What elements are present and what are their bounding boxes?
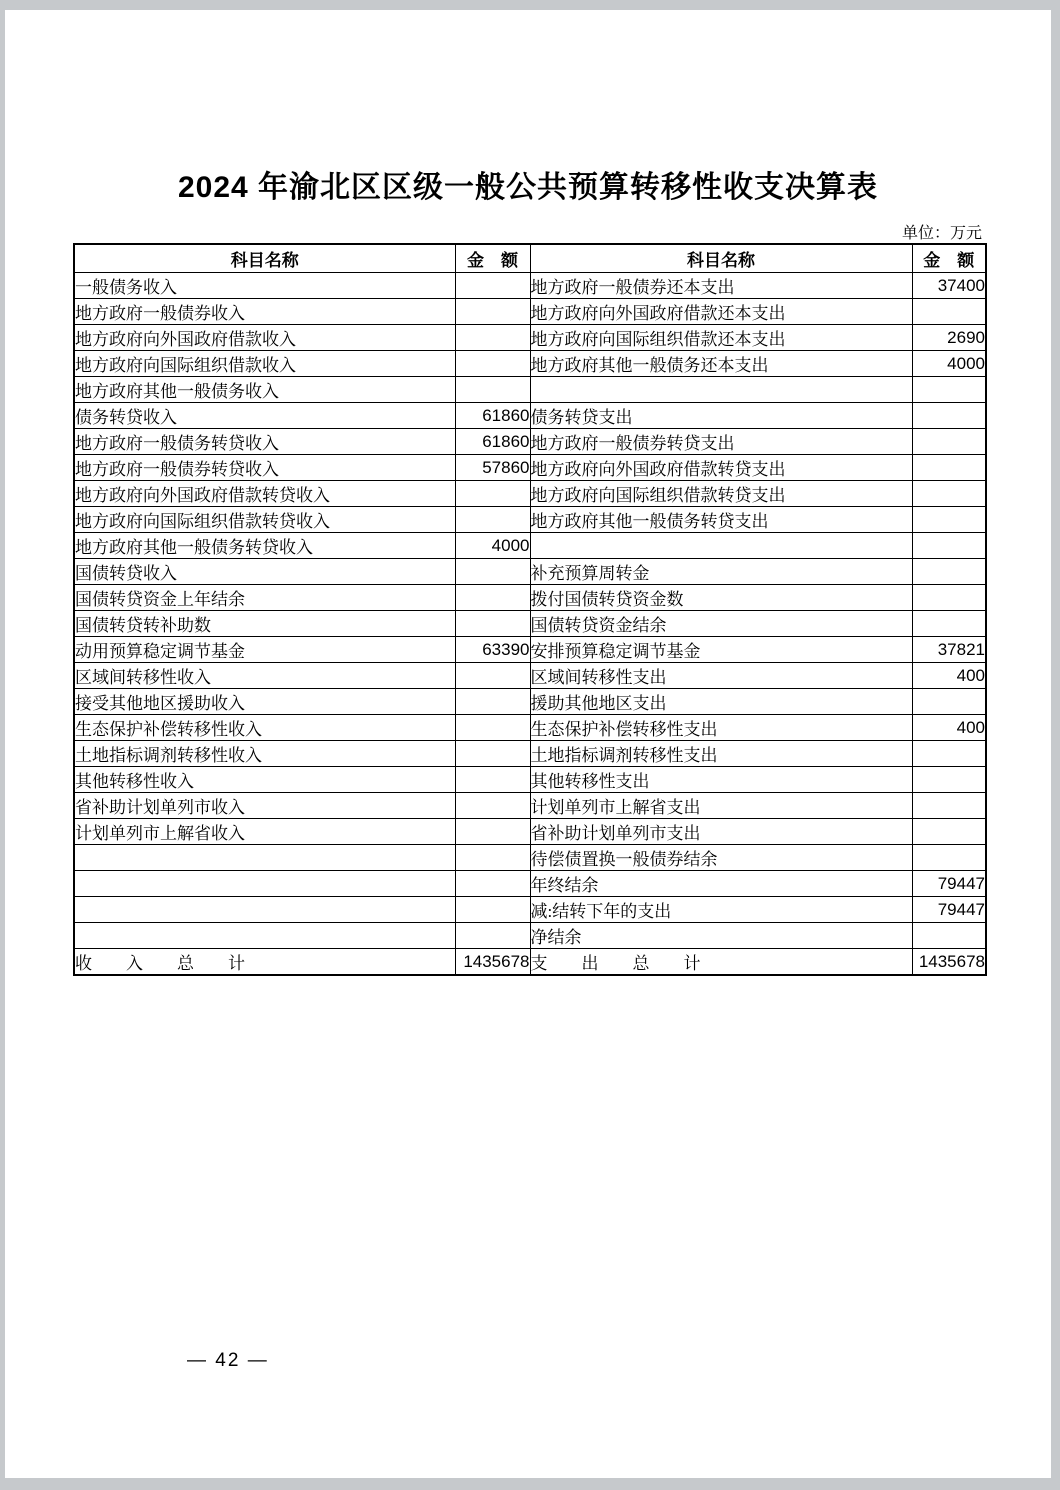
- table-row: [74, 481, 986, 507]
- amount-cell-income: [455, 897, 530, 923]
- table-row: [74, 871, 986, 897]
- subject-cell-income: 地方政府一般债券转贷收入: [74, 455, 455, 481]
- amount-cell-income: [455, 273, 530, 299]
- table-row: [74, 741, 986, 767]
- table-row: [74, 429, 986, 455]
- subject-cell-expense: 地方政府其他一般债务还本支出: [530, 351, 912, 377]
- table-row: [74, 793, 986, 819]
- subject-cell-expense: 净结余: [530, 923, 912, 949]
- amount-cell-expense: [912, 533, 986, 559]
- table-row: [74, 585, 986, 611]
- amount-cell-expense: [912, 585, 986, 611]
- table-row: [74, 637, 986, 663]
- table-row: [74, 767, 986, 793]
- table-row: [74, 923, 986, 949]
- subject-cell-income: 计划单列市上解省收入: [74, 819, 455, 845]
- amount-cell-income: [455, 351, 530, 377]
- amount-cell-income: [455, 871, 530, 897]
- subject-cell-expense: 其他转移性支出: [530, 767, 912, 793]
- subject-cell-income: 收 入 总 计: [74, 949, 455, 976]
- subject-cell-income: [74, 871, 455, 897]
- subject-cell-expense: 生态保护补偿转移性支出: [530, 715, 912, 741]
- amount-cell-income: [455, 611, 530, 637]
- subject-cell-income: 其他转移性收入: [74, 767, 455, 793]
- subject-cell-expense: 地方政府一般债券转贷支出: [530, 429, 912, 455]
- table-row: [74, 351, 986, 377]
- amount-cell-income: 61860: [455, 429, 530, 455]
- subject-cell-expense: 省补助计划单列市支出: [530, 819, 912, 845]
- subject-cell-income: 动用预算稳定调节基金: [74, 637, 455, 663]
- subject-cell-expense: [530, 377, 912, 403]
- subject-cell-income: 国债转贷收入: [74, 559, 455, 585]
- column-header-amount-income: 金 额: [455, 244, 530, 273]
- amount-cell-income: [455, 663, 530, 689]
- amount-cell-expense: 4000: [912, 351, 986, 377]
- subject-cell-expense: 地方政府其他一般债务转贷支出: [530, 507, 912, 533]
- subject-cell-expense: 拨付国债转贷资金数: [530, 585, 912, 611]
- amount-cell-expense: [912, 403, 986, 429]
- subject-cell-expense: 计划单列市上解省支出: [530, 793, 912, 819]
- subject-cell-expense: [530, 533, 912, 559]
- header-row: [74, 244, 986, 273]
- table-row: [74, 611, 986, 637]
- amount-cell-expense: 400: [912, 715, 986, 741]
- subject-cell-expense: 地方政府向国际组织借款还本支出: [530, 325, 912, 351]
- subject-cell-expense: 地方政府向外国政府借款转贷支出: [530, 455, 912, 481]
- amount-cell-income: [455, 845, 530, 871]
- table-row: [74, 689, 986, 715]
- subject-cell-expense: 土地指标调剂转移性支出: [530, 741, 912, 767]
- table-row: [74, 507, 986, 533]
- subject-cell-income: 生态保护补偿转移性收入: [74, 715, 455, 741]
- table-row: [74, 533, 986, 559]
- amount-cell-income: [455, 767, 530, 793]
- table-row: [74, 273, 986, 299]
- subject-cell-expense: 减:结转下年的支出: [530, 897, 912, 923]
- amount-cell-income: [455, 923, 530, 949]
- subject-cell-income: 债务转贷收入: [74, 403, 455, 429]
- subject-cell-income: 省补助计划单列市收入: [74, 793, 455, 819]
- amount-cell-income: [455, 585, 530, 611]
- subject-cell-expense: 援助其他地区支出: [530, 689, 912, 715]
- amount-cell-expense: [912, 923, 986, 949]
- subject-cell-income: 一般债务收入: [74, 273, 455, 299]
- amount-cell-income: 61860: [455, 403, 530, 429]
- amount-cell-expense: [912, 481, 986, 507]
- amount-cell-expense: [912, 819, 986, 845]
- subject-cell-expense: 支 出 总 计: [530, 949, 912, 976]
- amount-cell-income: [455, 793, 530, 819]
- table-row: [74, 663, 986, 689]
- budget-table: [73, 243, 987, 976]
- subject-cell-expense: 安排预算稳定调节基金: [530, 637, 912, 663]
- table-row: [74, 299, 986, 325]
- subject-cell-income: 地方政府一般债务转贷收入: [74, 429, 455, 455]
- subject-cell-income: 区域间转移性收入: [74, 663, 455, 689]
- column-header-subject-expense: 科目名称: [530, 244, 912, 273]
- amount-cell-income: [455, 715, 530, 741]
- subject-cell-expense: 国债转贷资金结余: [530, 611, 912, 637]
- subject-cell-income: [74, 897, 455, 923]
- unit-label: 单位：万元: [901, 225, 982, 242]
- table-row: [74, 949, 986, 976]
- subject-cell-income: 地方政府其他一般债务转贷收入: [74, 533, 455, 559]
- amount-cell-expense: [912, 507, 986, 533]
- amount-cell-expense: [912, 559, 986, 585]
- amount-cell-expense: 1435678: [912, 949, 986, 976]
- subject-cell-income: [74, 923, 455, 949]
- subject-cell-expense: 地方政府一般债券还本支出: [530, 273, 912, 299]
- amount-cell-expense: 79447: [912, 897, 986, 923]
- subject-cell-expense: 债务转贷支出: [530, 403, 912, 429]
- amount-cell-income: [455, 559, 530, 585]
- table-row: [74, 819, 986, 845]
- amount-cell-income: [455, 689, 530, 715]
- amount-cell-expense: [912, 377, 986, 403]
- amount-cell-expense: [912, 767, 986, 793]
- subject-cell-income: [74, 845, 455, 871]
- amount-cell-expense: 37400: [912, 273, 986, 299]
- amount-cell-expense: [912, 793, 986, 819]
- amount-cell-income: [455, 819, 530, 845]
- amount-cell-income: [455, 481, 530, 507]
- amount-cell-expense: [912, 741, 986, 767]
- subject-cell-income: 接受其他地区援助收入: [74, 689, 455, 715]
- subject-cell-income: 地方政府向国际组织借款转贷收入: [74, 507, 455, 533]
- table-body: [74, 273, 986, 976]
- column-header-amount-expense: 金 额: [912, 244, 986, 273]
- amount-cell-expense: [912, 429, 986, 455]
- amount-cell-income: [455, 325, 530, 351]
- subject-cell-income: 土地指标调剂转移性收入: [74, 741, 455, 767]
- amount-cell-income: 63390: [455, 637, 530, 663]
- subject-cell-income: 地方政府向外国政府借款转贷收入: [74, 481, 455, 507]
- table-row: [74, 325, 986, 351]
- subject-cell-expense: 补充预算周转金: [530, 559, 912, 585]
- table-row: [74, 715, 986, 741]
- subject-cell-expense: 年终结余: [530, 871, 912, 897]
- subject-cell-income: 国债转贷资金上年结余: [74, 585, 455, 611]
- amount-cell-income: 1435678: [455, 949, 530, 976]
- table-row: [74, 897, 986, 923]
- amount-cell-expense: [912, 611, 986, 637]
- amount-cell-income: 57860: [455, 455, 530, 481]
- amount-cell-income: [455, 741, 530, 767]
- page-number: — 42 —: [187, 1350, 269, 1371]
- amount-cell-income: [455, 299, 530, 325]
- table-row: [74, 377, 986, 403]
- amount-cell-expense: 400: [912, 663, 986, 689]
- table-row: [74, 559, 986, 585]
- subject-cell-income: 地方政府一般债券收入: [74, 299, 455, 325]
- amount-cell-income: [455, 507, 530, 533]
- table-row: [74, 845, 986, 871]
- amount-cell-expense: 37821: [912, 637, 986, 663]
- table-row: [74, 403, 986, 429]
- subject-cell-income: 地方政府向外国政府借款收入: [74, 325, 455, 351]
- subject-cell-income: 国债转贷转补助数: [74, 611, 455, 637]
- subject-cell-income: 地方政府向国际组织借款收入: [74, 351, 455, 377]
- amount-cell-expense: [912, 455, 986, 481]
- amount-cell-income: 4000: [455, 533, 530, 559]
- amount-cell-expense: [912, 299, 986, 325]
- page-title: 2024 年渝北区区级一般公共预算转移性收支决算表: [177, 171, 879, 204]
- amount-cell-expense: 2690: [912, 325, 986, 351]
- column-header-subject-income: 科目名称: [74, 244, 455, 273]
- amount-cell-income: [455, 377, 530, 403]
- amount-cell-expense: 79447: [912, 871, 986, 897]
- subject-cell-income: 地方政府其他一般债务收入: [74, 377, 455, 403]
- subject-cell-expense: 待偿债置换一般债券结余: [530, 845, 912, 871]
- amount-cell-expense: [912, 689, 986, 715]
- subject-cell-expense: 区域间转移性支出: [530, 663, 912, 689]
- subject-cell-expense: 地方政府向外国政府借款还本支出: [530, 299, 912, 325]
- document-page: [5, 10, 1051, 1478]
- amount-cell-expense: [912, 845, 986, 871]
- subject-cell-expense: 地方政府向国际组织借款转贷支出: [530, 481, 912, 507]
- table-row: [74, 455, 986, 481]
